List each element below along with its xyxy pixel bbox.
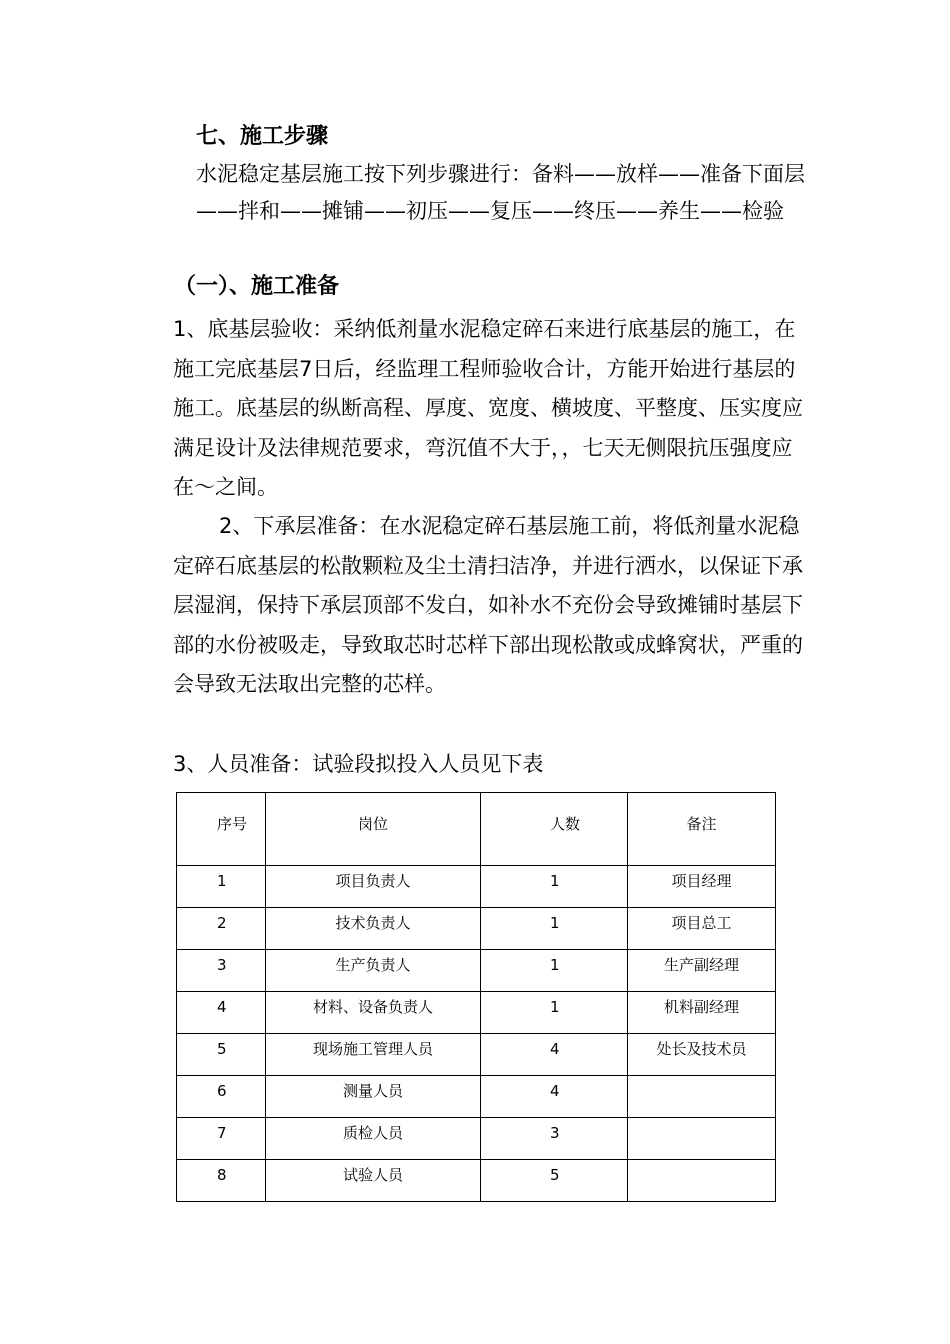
cell-count: 3: [481, 1118, 628, 1160]
cell-note: 处长及技术员: [628, 1034, 776, 1076]
header-cell-post: 岗位: [266, 793, 481, 866]
table-row: [177, 1076, 776, 1118]
cell-note: [628, 1118, 776, 1160]
section-title: 七、施工步骤: [196, 124, 329, 149]
table-row: [177, 992, 776, 1034]
cell-no: 4: [177, 992, 266, 1034]
subsection-title: （一）、施工准备: [174, 274, 340, 299]
header-cell-note: 备注: [628, 793, 776, 866]
personnel-table: [176, 792, 776, 1202]
cell-note: [628, 1076, 776, 1118]
cell-post: 测量人员: [266, 1076, 481, 1118]
cell-note: 项目经理: [628, 866, 776, 908]
cell-note: [628, 1160, 776, 1202]
cell-note: 生产副经理: [628, 950, 776, 992]
cell-post: 生产负责人: [266, 950, 481, 992]
cell-no: 6: [177, 1076, 266, 1118]
cell-count: 1: [481, 908, 628, 950]
table-row: [177, 1118, 776, 1160]
cell-count: 4: [481, 1034, 628, 1076]
paragraph-personnel-preparation: 3、人员准备：试验段拟投入人员见下表: [173, 752, 544, 776]
cell-post: 质检人员: [266, 1118, 481, 1160]
cell-count: 1: [481, 866, 628, 908]
table-header-row: [177, 793, 776, 866]
cell-no: 7: [177, 1118, 266, 1160]
cell-no: 1: [177, 866, 266, 908]
cell-post: 试验人员: [266, 1160, 481, 1202]
cell-post: 技术负责人: [266, 908, 481, 950]
cell-count: 1: [481, 992, 628, 1034]
cell-count: 4: [481, 1076, 628, 1118]
paragraph-base-acceptance: 1、底基层验收：采纳低剂量水泥稳定碎石来进行底基层的施工，在施工完底基层7日后，经监理工程师验收合计，方能开始进行基层的施工。底基层的纵断高程、厚度、宽度、横坡度、平整度、压实度应满足设计及法律规范要求，弯沉值不大于，，七天无侧限抗压强度应在～之间。: [173, 317, 803, 499]
table-row: [177, 866, 776, 908]
header-cell-no: 序号: [177, 793, 266, 866]
cell-note: 项目总工: [628, 908, 776, 950]
cell-post: 现场施工管理人员: [266, 1034, 481, 1076]
section-intro: 水泥稳定基层施工按下列步骤进行：备料——放样——准备下面层——拌和——摊铺——初压——复压——终压——养生——检验: [196, 162, 805, 223]
cell-no: 8: [177, 1160, 266, 1202]
header-cell-count: 人数: [481, 793, 628, 866]
cell-post: 材料、设备负责人: [266, 992, 481, 1034]
cell-note: 机料副经理: [628, 992, 776, 1034]
table-row: [177, 950, 776, 992]
table-row: [177, 1034, 776, 1076]
cell-no: 2: [177, 908, 266, 950]
table-row: [177, 908, 776, 950]
cell-no: 3: [177, 950, 266, 992]
cell-count: 5: [481, 1160, 628, 1202]
cell-no: 5: [177, 1034, 266, 1076]
paragraph-underlayer-preparation: 2、下承层准备：在水泥稳定碎石基层施工前，将低剂量水泥稳定碎石底基层的松散颗粒及尘土清扫洁净，并进行洒水，以保证下承层湿润，保持下承层顶部不发白，如补水不充份会导致摊铺时基层下部的水份被吸走，导致取芯时芯样下部出现松散或成蜂窝状，严重的会导致无法取出完整的芯样。: [173, 514, 803, 696]
cell-post: 项目负责人: [266, 866, 481, 908]
table-row: [177, 1160, 776, 1202]
cell-count: 1: [481, 950, 628, 992]
